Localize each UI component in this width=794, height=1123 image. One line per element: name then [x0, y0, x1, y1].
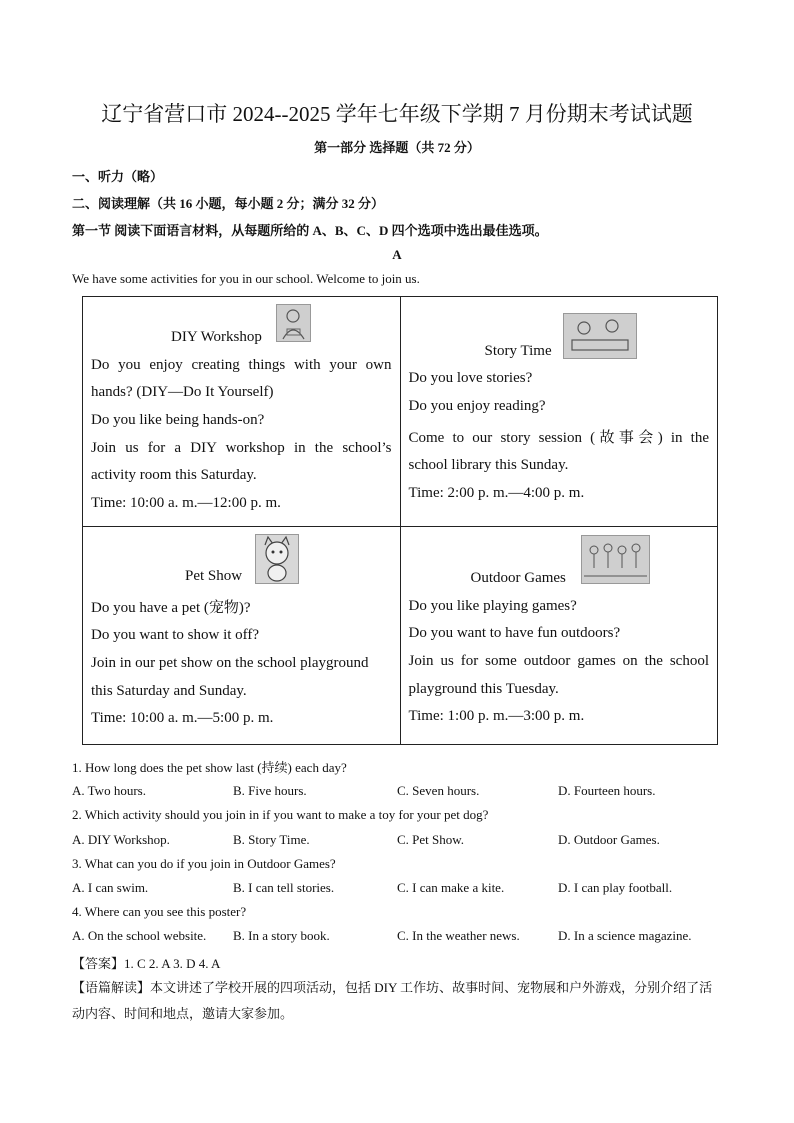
- section-reading: 二、阅读理解（共 16 小题，每小题 2 分；满分 32 分）: [72, 196, 385, 211]
- question-2-stem: 2. Which activity should you join in if you want to make a toy for your pet dog?: [72, 807, 489, 822]
- question-4-stem: 4. Where can you see this poster?: [72, 904, 247, 919]
- pet-line-4: this Saturday and Sunday.: [91, 683, 247, 699]
- diy-workshop-cell: [83, 297, 401, 527]
- question-4-option-c: C. In the weather news.: [397, 928, 520, 943]
- story-line-4: school library this Sunday.: [408, 457, 569, 473]
- outdoor-line-3: Join us for some outdoor games on the school: [408, 653, 709, 669]
- question-3-stem: 3. What can you do if you join in Outdoor Games?: [72, 856, 336, 871]
- story-line-2: Do you enjoy reading?: [408, 398, 546, 414]
- question-1-option-d: D. Fourteen hours.: [558, 783, 656, 798]
- question-3-option-b: B. I can tell stories.: [233, 880, 335, 895]
- diy-line-3: Do you like being hands-on?: [91, 412, 265, 428]
- outdoor-line-1: Do you like playing games?: [408, 598, 577, 614]
- outdoor-games-cell: [400, 527, 718, 745]
- question-2-option-b: B. Story Time.: [233, 832, 310, 847]
- question-1-option-b: B. Five hours.: [233, 783, 307, 798]
- pet-line-3: Join in our pet show on the school playground: [91, 655, 369, 671]
- pet-line-2: Do you want to show it off?: [91, 627, 260, 643]
- question-4-option-d: D. In a science magazine.: [558, 928, 692, 943]
- outdoor-line-2: Do you want to have fun outdoors?: [408, 625, 621, 641]
- passage-label: A: [392, 247, 402, 262]
- question-1-option-c: C. Seven hours.: [397, 783, 480, 798]
- section-instructions: 第一节 阅读下面语言材料，从每题所给的 A、B、C、D 四个选项中选出最佳选项。: [72, 223, 548, 238]
- pet-show-title: Pet Show: [185, 568, 243, 584]
- question-2-option-a: A. DIY Workshop.: [72, 832, 170, 847]
- question-1-stem: 1. How long does the pet show last (持续) each day?: [72, 760, 347, 775]
- passage-intro: We have some activities for you in our school. Welcome to join us.: [72, 271, 420, 286]
- passage-analysis: 【语篇解读】本文讲述了学校开展的四项活动，包括 DIY 工作坊、故事时间、宠物展和户外游戏，分别介绍了活动内容、时间和地点，邀请大家参加。: [72, 980, 713, 1021]
- pet-time: Time: 10:00 a. m.—5:00 p. m.: [91, 710, 274, 726]
- diy-line-2: hands? (DIY—Do It Yourself): [91, 384, 274, 400]
- outdoor-line-4: playground this Tuesday.: [408, 681, 559, 697]
- story-time: Time: 2:00 p. m.—4:00 p. m.: [408, 485, 585, 501]
- pet-line-1: Do you have a pet (宠物)?: [91, 600, 251, 616]
- question-4-option-b: B. In a story book.: [233, 928, 330, 943]
- diy-line-1: Do you enjoy creating things with your own: [91, 357, 392, 373]
- part-heading: 第一部分 选择题（共 72 分）: [314, 140, 480, 155]
- story-line-3: Come to our story session (故事会) in the: [408, 430, 709, 446]
- answer-key: 【答案】1. C 2. A 3. D 4. A: [72, 956, 221, 971]
- pet-show-cell: [83, 527, 401, 745]
- section-listening: 一、听力（略）: [72, 169, 164, 184]
- diy-line-5: activity room this Saturday.: [91, 467, 257, 483]
- question-3-option-d: D. I can play football.: [558, 880, 673, 895]
- story-line-1: Do you love stories?: [408, 370, 533, 386]
- story-time-title: Story Time: [484, 343, 552, 359]
- question-2-option-d: D. Outdoor Games.: [558, 832, 660, 847]
- page-title: 辽宁省营口市 2024--2025 学年七年级下学期 7 月份期末考试试题: [101, 102, 693, 126]
- question-3-option-c: C. I can make a kite.: [397, 880, 505, 895]
- outdoor-games-title: Outdoor Games: [470, 570, 566, 586]
- diy-workshop-title: DIY Workshop: [171, 329, 262, 345]
- story-time-cell: [400, 297, 718, 527]
- outdoor-time: Time: 1:00 p. m.—3:00 p. m.: [408, 708, 585, 724]
- question-3-option-a: A. I can swim.: [72, 880, 149, 895]
- activities-poster-table: [82, 296, 718, 745]
- diy-line-4: Join us for a DIY workshop in the school’s: [91, 440, 392, 456]
- question-2-option-c: C. Pet Show.: [397, 832, 465, 847]
- question-4-option-a: A. On the school website.: [72, 928, 207, 943]
- diy-time: Time: 10:00 a. m.—12:00 p. m.: [91, 495, 281, 511]
- question-1-option-a: A. Two hours.: [72, 783, 146, 798]
